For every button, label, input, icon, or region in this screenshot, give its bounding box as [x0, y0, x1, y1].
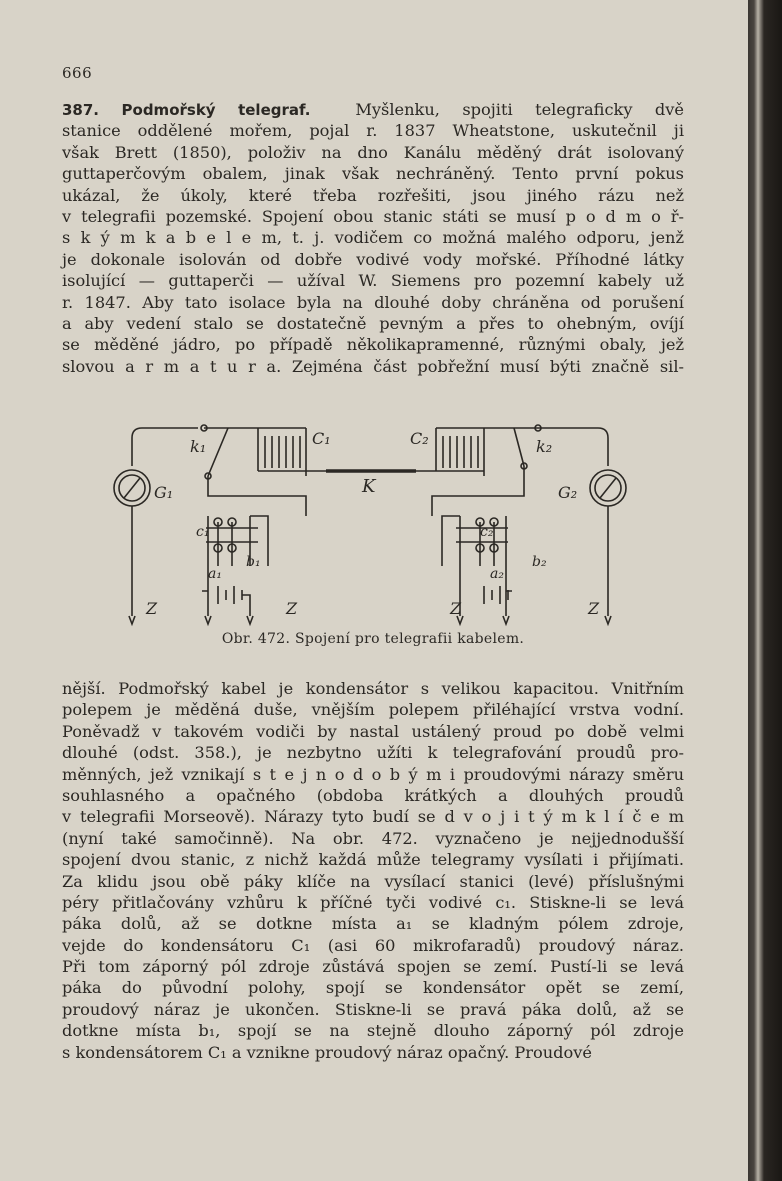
paragraph-line: je dokonale isolován od dobře vodivé vody mořské. Příhodné látky [62, 249, 684, 269]
paragraph-line: s kondensátorem C₁ a vznikne proudový náraz opačný. Proudové [62, 1042, 592, 1062]
continuation-paragraph [62, 678, 684, 1063]
paragraph-line: a aby vedení stalo se dostatečně pevným a přes to ohebným, ovíjí [62, 313, 684, 333]
paragraph-line: 387. Podmořský telegraf. Myšlenku, spojiti telegraficky dvě [62, 100, 685, 119]
paragraph-line: Za klidu jsou obě páky klíče na vysílací stanici (levé) příslušnými [62, 871, 684, 891]
galvanometer-right-needle [600, 478, 616, 498]
paragraph-line: s k ý m k a b e l e m, t. j. vodičem co možná malého odporu, jenž [62, 228, 684, 248]
label-k-cable: K [362, 476, 376, 497]
label-g1: G₁ [154, 483, 174, 502]
paragraph-line: Poněvadž v takovém vodiči by nastal ustálený proud po době velmi [62, 721, 684, 741]
paragraph-line: isolující — guttaperči — užíval W. Siemens pro pozemní kabely už [62, 271, 684, 291]
paragraph-line: (nyní také samočinně). Na obr. 472. vyznačeno je nejjednodušší [62, 828, 684, 848]
label-a1: a₁ [208, 566, 222, 582]
paragraph-line: páka dolů, až se dotkne místa a₁ se kladným pólem zdroje, [62, 914, 684, 934]
label-k2: k₂ [536, 437, 553, 456]
paragraph-line: spojení dvou stanic, z nichž každá může telegramy vysílati i přijímati. [62, 850, 684, 870]
label-c1: c₁ [196, 524, 210, 540]
paragraph-line: péry přitlačovány vzhůru k příčné tyči vodivé c₁. Stiskne-li se levá [62, 892, 684, 912]
paragraph-line: nější. Podmořský kabel je kondensátor s velikou kapacitou. Vnitřním [62, 679, 684, 698]
paragraph-line: dlouhé (odst. 358.), je nezbytno užíti k telegrafování proudů pro- [62, 743, 684, 763]
book-binding-edge [748, 0, 782, 1181]
paragraph-line: ukázal, že úkoly, které třeba rozřešiti, jsou jiného rázu než [62, 185, 684, 205]
earth-arrow-left-1 [129, 616, 135, 624]
label-b2: b₂ [532, 554, 547, 570]
figure-caption: Obr. 472. Spojení pro telegrafii kabelem. [221, 631, 525, 647]
label-c2: c₂ [480, 524, 494, 540]
paragraph-line: se měděné jádro, po případě několikapramenné, různými obaly, jež [62, 335, 684, 355]
capacitor-c1-icon [258, 428, 306, 476]
label-k1: k₁ [190, 437, 207, 456]
paragraph-line: Při tom záporný pól zdroje zůstává spojen se zemí. Pustí-li se levá [62, 957, 684, 977]
paragraph-line: v telegrafii Morseově). Nárazy tyto budí se d v o j i t ý m k l í č e m [62, 807, 684, 827]
label-z-1: Z [146, 599, 158, 618]
paragraph-line: měnných, jež vznikají s t e j n o d o b ý m i proudovými nárazy směru [62, 764, 684, 784]
paragraph-line: v telegrafii pozemské. Spojení obou stanic státi se musí p o d m o ř- [62, 206, 684, 226]
paragraph-line: proudový náraz je ukončen. Stiskne-li se pravá páka dolů, až se [62, 999, 684, 1019]
right-switch-k2 [514, 428, 524, 466]
label-b1: b₁ [246, 554, 261, 570]
paragraph-line: páka do původní polohy, spojí se kondensátor opět se zemí, [62, 978, 684, 998]
paragraph-line: vejde do kondensátoru C₁ (asi 60 mikrofaradů) proudový náraz. [62, 935, 684, 955]
cable-telegraph-diagram [110, 416, 630, 636]
capacitor-c2-icon [436, 428, 484, 476]
galvanometer-left-needle [124, 478, 140, 498]
paragraph-line: však Brett (1850), položiv na dno Kanálu měděný drát isolovaný [62, 142, 684, 162]
label-c-cap2: C₂ [410, 429, 429, 448]
paragraph-line: polepem je měděná duše, vnějším polepem přiléhající vrstva vodní. [62, 700, 684, 720]
left-switch-k1 [208, 428, 228, 476]
section-heading: 387. Podmořský telegraf. [62, 101, 311, 119]
right-switch-line [432, 466, 524, 516]
label-a2: a₂ [490, 566, 504, 582]
paragraph-line: slovou a r m a t u r a. Zejména část pobřežní musí býti značně sil- [62, 356, 684, 376]
earth-arrow-right-2 [605, 616, 611, 624]
label-z-3: Z [450, 599, 462, 618]
label-z-4: Z [588, 599, 600, 618]
paragraph-line: r. 1847. Aby tato isolace byla na dlouhé doby chráněna od porušení [62, 292, 684, 312]
label-c-cap1: C₁ [312, 429, 331, 448]
paragraph-line: stanice oddělené mořem, pojal r. 1837 Wheatstone, uskutečnil ji [62, 121, 684, 141]
paragraph-line: dotkne místa b₁, spojí se na stejně dlouho záporný pól zdroje [62, 1021, 684, 1041]
label-z-2: Z [286, 599, 298, 618]
page-number: 666 [62, 64, 93, 82]
paragraph-line: guttaperčovým obalem, jinak však nechráněný. Tento první pokus [62, 164, 684, 184]
paragraph-line: souhlasného a opačného (obdoba krátkých a dlouhých proudů [62, 785, 684, 805]
left-station-wire [132, 428, 142, 466]
left-switch-line [208, 476, 306, 516]
section-387 [62, 99, 684, 377]
label-g2: G₂ [558, 483, 578, 502]
